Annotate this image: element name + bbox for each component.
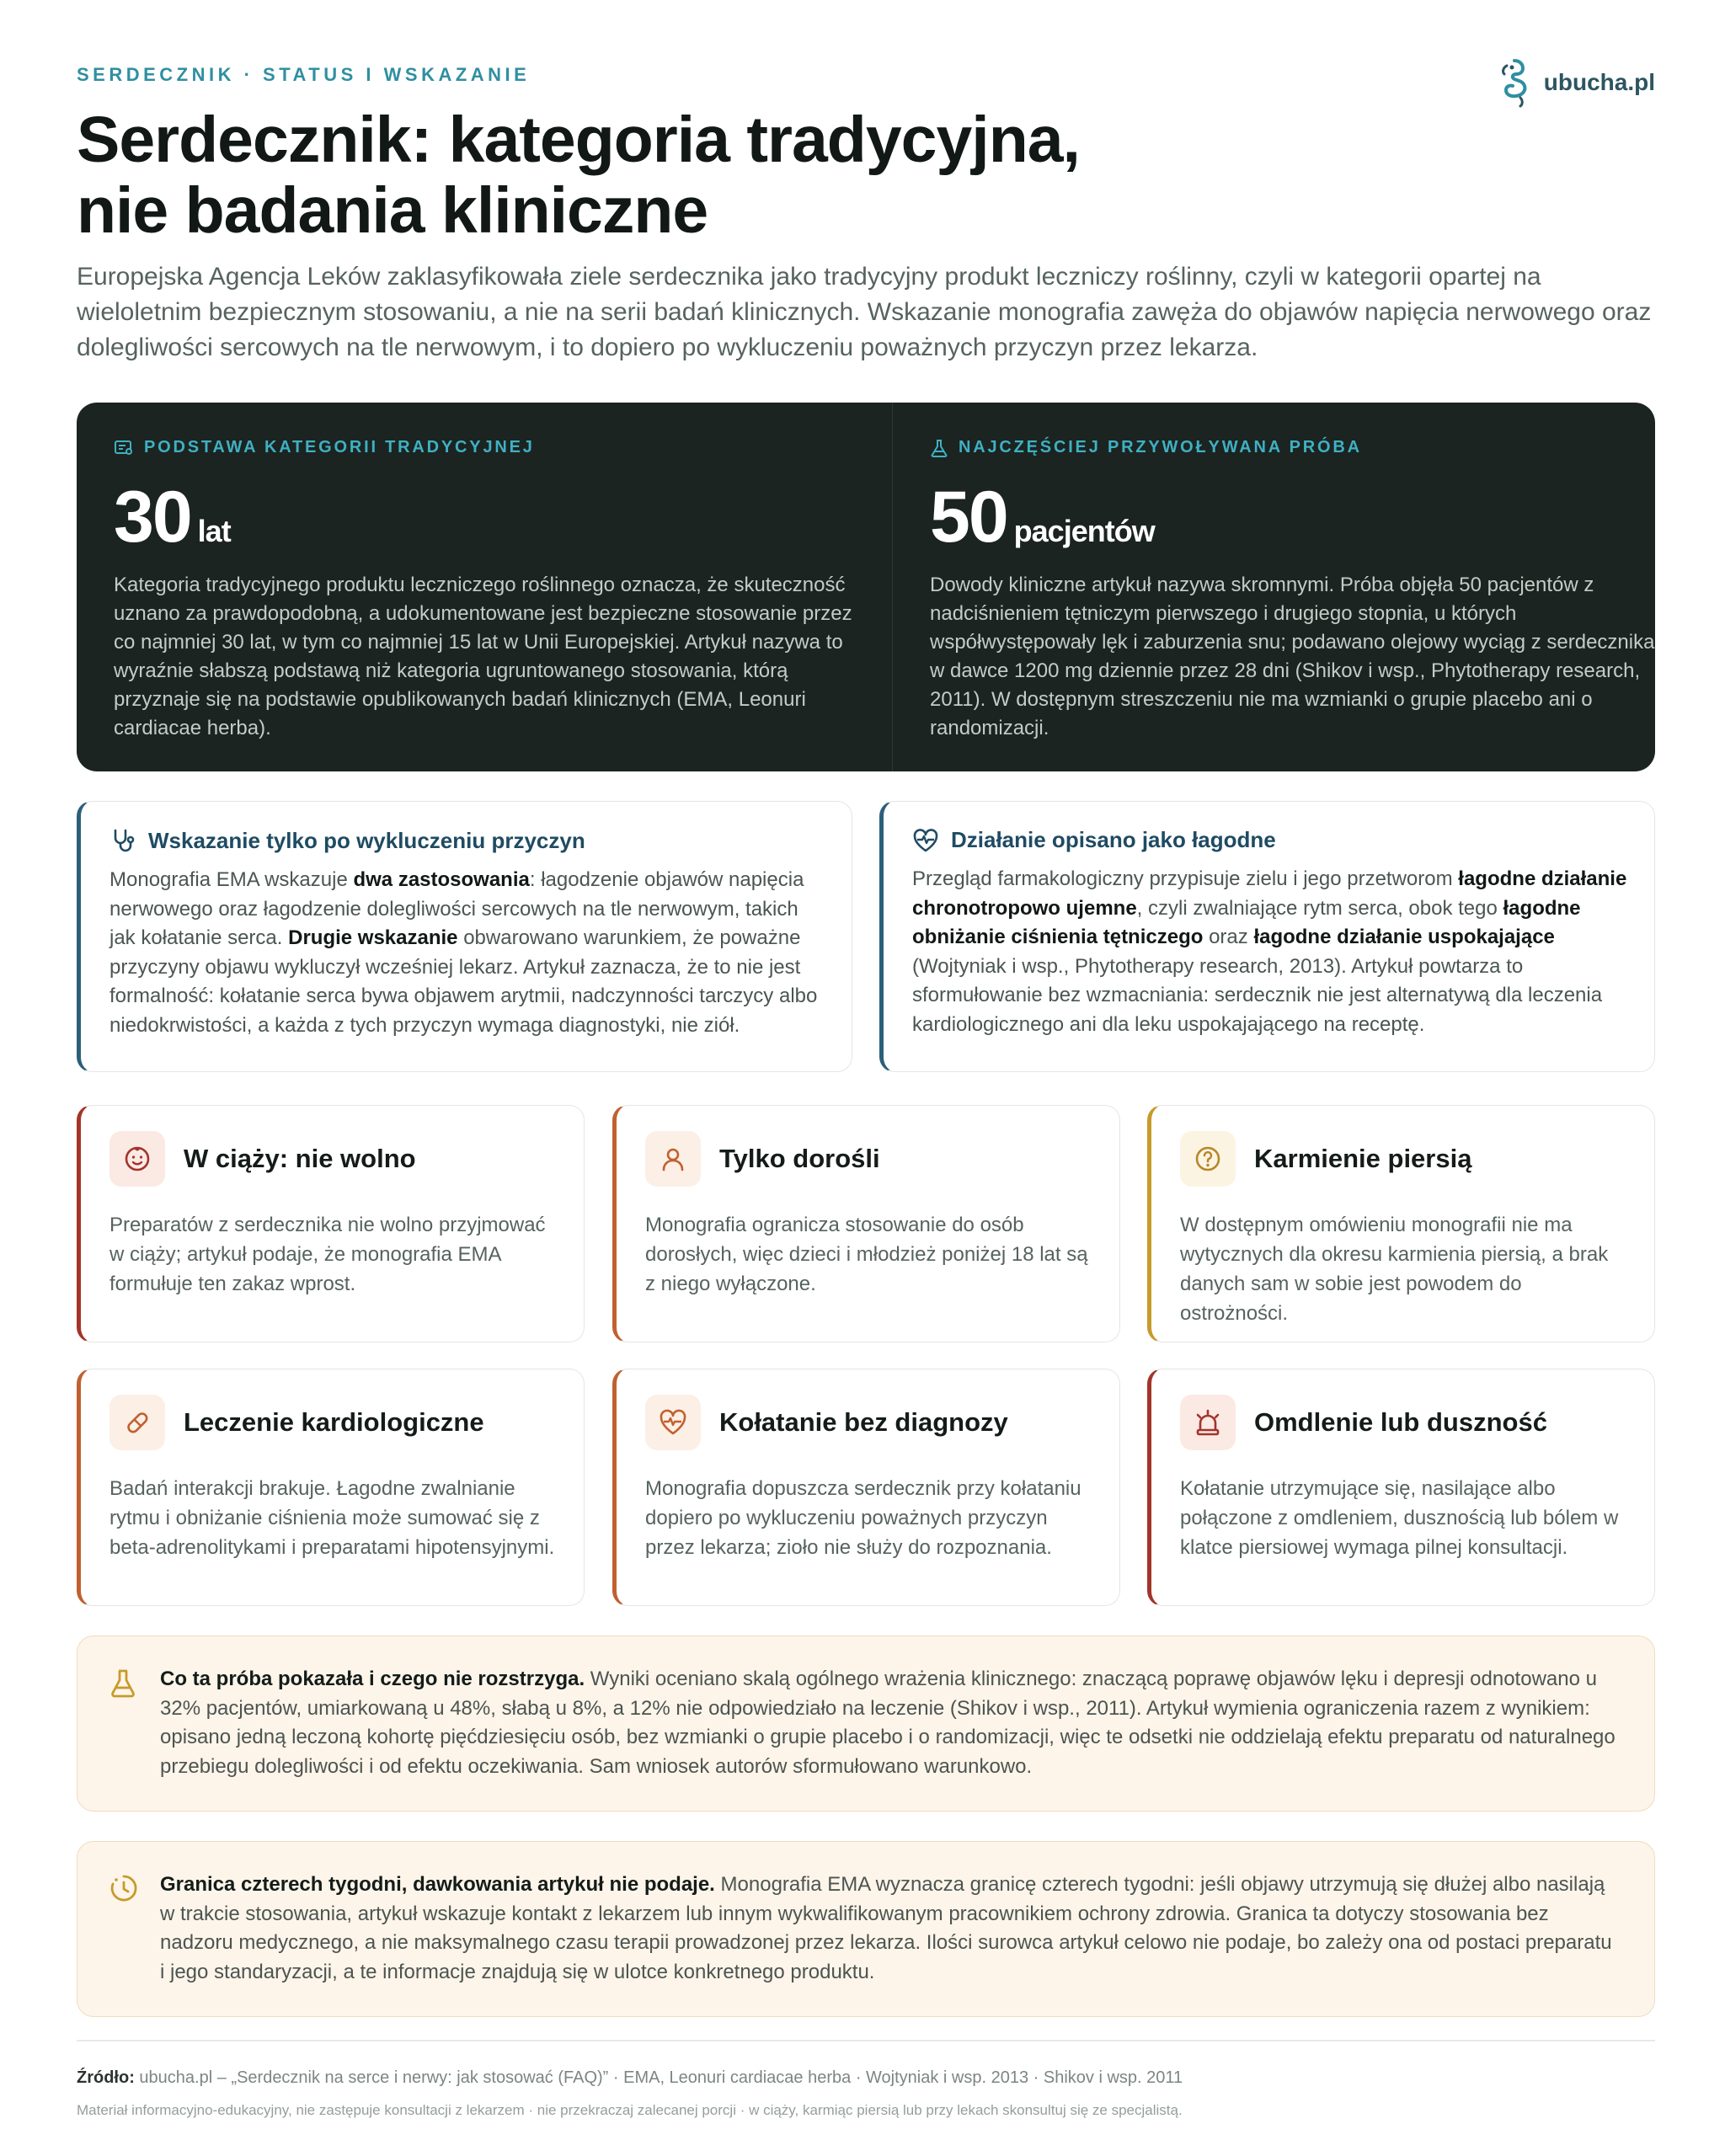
- flask-icon: [109, 1668, 136, 1703]
- page-title: [77, 104, 1340, 246]
- box-text: Przegląd farmakologiczny przypisuje zielu i jego przetworom łagodne działanie chronotropowo ujemne, czyli zwalniające rytm serca, obok tego łagodne obniżanie ciśnienia tętniczego oraz łagodne działanie uspokajające (Wojtyniak i wsp., Phytotherapy research, 2013). Artykuł powtarza to sformułowanie bez wzmacniania: serdecznik nie jest alternatywą dla leczenia kardiologicznego ani dla leku uspokajającego na receptę.: [912, 867, 1627, 1036]
- action-box: [879, 801, 1655, 1072]
- card-title: Omdlenie lub duszność: [1254, 1407, 1547, 1437]
- site-logo[interactable]: [1495, 56, 1655, 109]
- stat-label: [930, 438, 1671, 457]
- stats-panel: [77, 403, 1655, 771]
- card-text: W dostępnym omówieniu monografii nie ma wytycznych dla okresu karmienia piersią, a brak danych sam w sobie jest powodem do ostrożności.: [1180, 1214, 1609, 1325]
- stat-unit: pacjentów: [1013, 514, 1155, 548]
- card-pregnancy: [77, 1105, 585, 1342]
- duration-note: [77, 1841, 1655, 2017]
- box-title-text: Wskazanie tylko po wykluczeniu przyczyn: [148, 827, 585, 853]
- card-text: Preparatów z serdecznika nie wolno przyjmować w ciąży; artykuł podaje, że monografia EMA formułuje ten zakaz wprost.: [109, 1214, 546, 1295]
- card-title: Karmienie piersią: [1254, 1144, 1472, 1173]
- stat-tradition: [77, 403, 892, 771]
- card-title: Tylko dorośli: [719, 1144, 880, 1173]
- heart-pulse-icon: [912, 828, 939, 853]
- logo-text: ubucha.pl: [1543, 69, 1655, 95]
- card-title: Kołatanie bez diagnozy: [719, 1407, 1008, 1437]
- trial-note: [77, 1636, 1655, 1812]
- note-text: Co ta próba pokazała i czego nie rozstrzyga. Wyniki oceniano skalą ogólnego wrażenia klinicznego: znaczącą poprawę objawów lęku i depresji odnotowano u 32% pacjentów, umiarkowaną u 48%, słabą u 8%, a 12% nie odpowiedziało na leczenie (Shikov i wsp., 2011). Artykuł wymienia ograniczenia razem z wynikiem: opisano jedną leczoną kohortę pięćdziesięciu osób, bez wzmianki o grupie placebo i o randomizacji, więc te odsetki nie oddzielają efektu preparatu od naturalnego przebiegu dolegliwości i od efektu oczekiwania. Sam wniosek autorów sformułowano warunkowo.: [160, 1668, 1616, 1778]
- certificate-icon: [114, 439, 134, 457]
- logo-icon: [1495, 56, 1534, 109]
- stat-description: Kategoria tradycyjnego produktu leczniczego roślinnego oznacza, że skuteczność uznano za prawdopodobną, a udokumentowane jest bezpieczne stosowanie przez co najmniej 30 lat, w tym co najmniej 15 lat w Unii Europejskiej. Artykuł nazywa to wyraźnie słabszą podstawą niż kategoria ugruntowanego stosowania, którą przyznaje się na podstawie opublikowanych badań klinicznych (EMA, Leonuri cardiacae herba).: [114, 574, 852, 739]
- card-breastfeeding: [1147, 1105, 1655, 1342]
- card-text: Monografia dopuszcza serdecznik przy kołataniu dopiero po wykluczeniu poważnych przyczyn przez lekarza; zioło nie służy do rozpoznania.: [645, 1477, 1081, 1559]
- stat-value: 50: [930, 477, 1007, 558]
- stethoscope-icon: [109, 827, 136, 854]
- card-title: W ciąży: nie wolno: [184, 1144, 416, 1173]
- box-title: [912, 827, 1629, 853]
- indication-box: [77, 801, 852, 1072]
- card-title: Leczenie kardiologiczne: [184, 1407, 484, 1437]
- box-title-text: Działanie opisano jako łagodne: [951, 827, 1276, 852]
- pill-icon: [109, 1395, 165, 1450]
- clock-icon: [109, 1874, 138, 1907]
- baby-icon: [109, 1131, 165, 1187]
- stat-label-text: NAJCZĘŚCIEJ PRZYWOŁYWANA PRÓBA: [959, 438, 1362, 456]
- stat-number: [930, 476, 1671, 559]
- box-text: Monografia EMA wskazuje dwa zastosowania: łagodzenie objawów napięcia nerwowego oraz łagodzenie dolegliwości sercowych na tle nerwowym, takich jak kołatanie serca. Drugie wskazanie obwarowano warunkiem, że poważne przyczyny objawu wykluczył wcześniej lekarz. Artykuł zaznacza, że to nie jest formalność: kołatanie serca bywa objawem arytmii, nadczynności tarczycy albo niedokrwistości, a każda z tych przyczyn wymaga diagnostyki, nie ziół.: [109, 868, 818, 1037]
- note-text: Granica czterech tygodni, dawkowania artykuł nie podaje. Monografia EMA wyznacza granicę czterech tygodni: jeśli objawy utrzymują się dłużej albo nasilają w trakcie stosowania, artykuł wskazuje kontakt z lekarzem lub innym wykwalifikowanym pracownikiem ochrony zdrowia. Granica ta dotyczy stosowania bez nadzoru medycznego, a nie maksymalnego czasu terapii prowadzonej przez lekarza. Ilości surowca artykuł celowo nie podaje, bo zależy ona od postaci preparatu i jego standaryzacji, a te informacje znajdują się w ulotce konkretnego produktu.: [160, 1873, 1612, 1983]
- box-title: [109, 827, 826, 854]
- card-text: Monografia ogranicza stosowanie do osób dorosłych, więc dzieci i młodzież poniżej 18 lat są z niego wyłączone.: [645, 1214, 1088, 1295]
- stat-label: [114, 438, 855, 457]
- title-line-1: Serdecznik: kategoria tradycyjna,: [77, 104, 1080, 176]
- stat-label-text: PODSTAWA KATEGORII TRADYCYJNEJ: [144, 438, 535, 456]
- flask-icon: [930, 439, 948, 457]
- card-palpitations: [612, 1369, 1120, 1606]
- card-text: Badań interakcji brakuje. Łagodne zwalnianie rytmu i obniżanie ciśnienia może sumować się z beta-adrenolitykami i preparatami hipotensyjnymi.: [109, 1477, 555, 1559]
- card-cardio-treatment: [77, 1369, 585, 1606]
- stat-unit: lat: [197, 514, 231, 548]
- stat-trial: [892, 403, 1708, 771]
- card-fainting: [1147, 1369, 1655, 1606]
- question-icon: [1180, 1131, 1236, 1187]
- alarm-icon: [1180, 1395, 1236, 1450]
- source-line: Źródło: ubucha.pl – „Serdecznik na serce i nerwy: jak stosować (FAQ)” · EMA, Leonuri cardiacae herba · Wojtyniak i wsp. 2013 · Shikov i wsp. 2011: [77, 2068, 1183, 2087]
- lede-paragraph: Europejska Agencja Leków zaklasyfikowała ziele serdecznika jako tradycyjny produkt leczniczy roślinny, czyli w kategorii opartej na wieloletnim bezpiecznym stosowaniu, a nie na serii badań klinicznych. Wskazanie monografia zawęża do objawów napięcia nerwowego oraz dolegliwości sercowych na tle nerwowym, i to dopiero po wykluczeniu poważnych przyczyn przez lekarza.: [77, 263, 1652, 361]
- disclaimer: Materiał informacyjno-edukacyjny, nie zastępuje konsultacji z lekarzem · nie przekraczaj zalecanej porcji · w ciąży, karmiąc piersią lub przy lekach skonsultuj się ze specjalistą.: [77, 2102, 1183, 2118]
- title-line-2: nie badania kliniczne: [77, 174, 708, 247]
- user-icon: [645, 1131, 701, 1187]
- stat-description: Dowody kliniczne artykuł nazywa skromnymi. Próba objęła 50 pacjentów z nadciśnieniem tętniczym pierwszego i drugiego stopnia, u których współwystępowały lęk i zaburzenia snu; podawano olejowy wyciąg z serdecznika w dawce 1200 mg dziennie przez 28 dni (Shikov i wsp., Phytotherapy research, 2011). W dostępnym streszczeniu nie ma wzmianki o grupie placebo ani o randomizacji.: [930, 574, 1655, 739]
- card-text: Kołatanie utrzymujące się, nasilające albo połączone z omdleniem, dusznością lub bólem w klatce piersiowej wymaga pilnej konsultacji.: [1180, 1477, 1619, 1559]
- heart-pulse-icon: [645, 1395, 701, 1450]
- card-adults-only: [612, 1105, 1120, 1342]
- footer-divider: [77, 2040, 1655, 2041]
- stat-number: [114, 476, 855, 559]
- page-kicker: SERDECZNIK · STATUS I WSKAZANIE: [77, 64, 531, 85]
- stat-value: 30: [114, 477, 191, 558]
